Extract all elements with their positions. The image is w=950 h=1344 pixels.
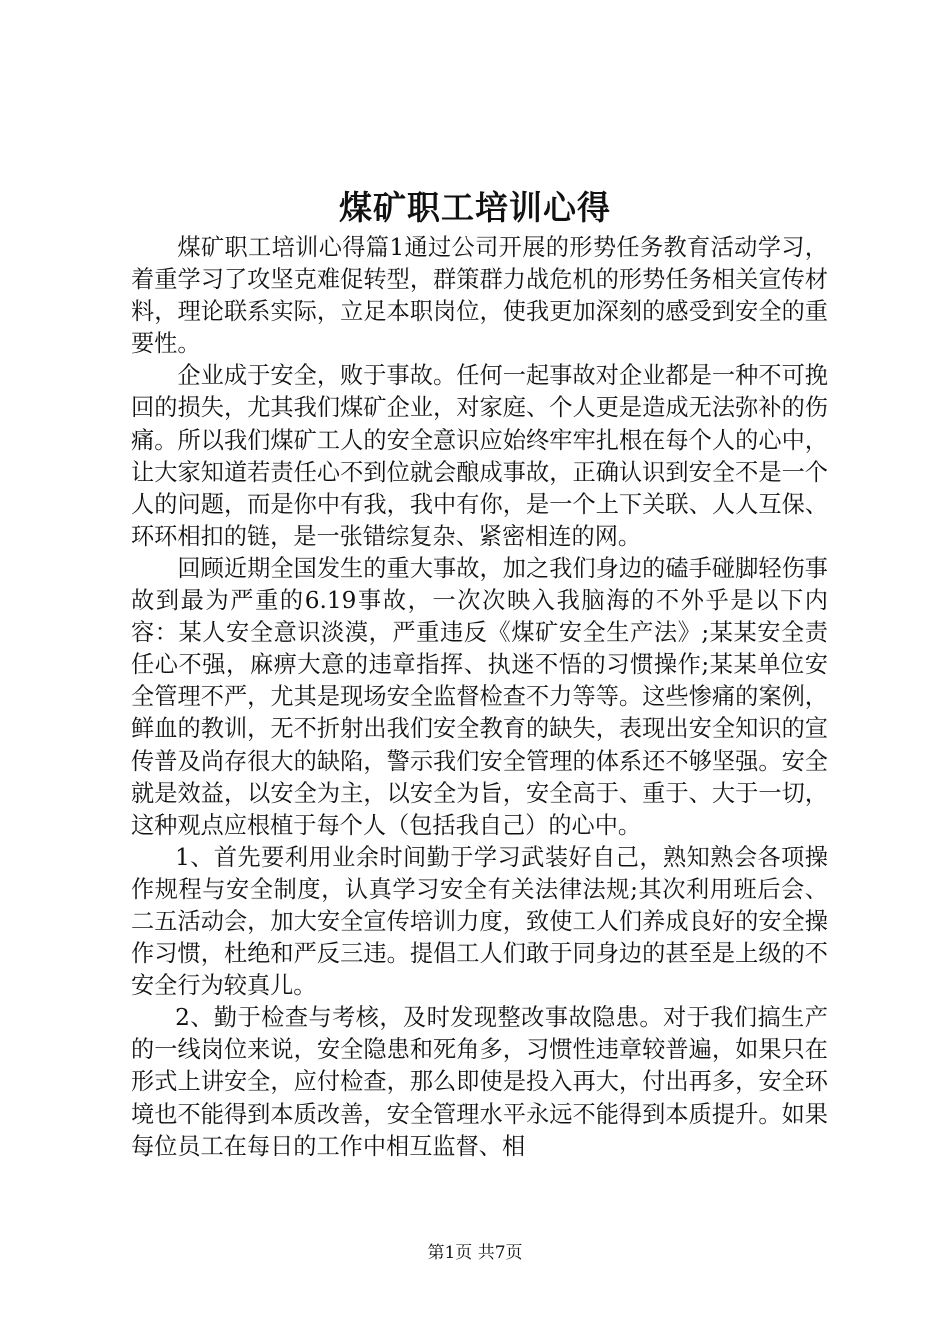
document-body xyxy=(131,232,828,1163)
page-footer: 第1页 共7页 xyxy=(427,1243,523,1263)
paragraph-1: 煤矿职工培训心得篇1通过公司开展的形势任务教育活动学习，着重学习了攻坚克难促转型，群策群力战危机的形势任务相关宣传材料，理论联系实际，立足本职岗位，使我更加深刻的感受到安全的重要性。 xyxy=(131,234,828,358)
paragraph-5: 2、勤于检查与考核，及时发现整改事故隐患。对于我们搞生产的一线岗位来说，安全隐患和死角多，习惯性违章较普遍，如果只在形式上讲安全，应付检查，那么即使是投入再大，付出再多，安全环境也不能得到本质改善，安全管理水平永远不能得到本质提升。如果每位员工在每日的工作中相互监督、相 xyxy=(131,1004,828,1160)
page-title: 煤矿职工培训心得 xyxy=(339,188,611,227)
paragraph-4: 1、首先要利用业余时间勤于学习武装好自己，熟知熟会各项操作规程与安全制度，认真学习安全有关法律法规;其次利用班后会、二五活动会，加大安全宣传培训力度，致使工人们养成良好的安全操作习惯，杜绝和严反三违。提倡工人们敢于同身边的甚至是上级的不安全行为较真儿。 xyxy=(131,843,828,1000)
paragraph-2: 企业成于安全，败于事故。任何一起事故对企业都是一种不可挽回的损失，尤其我们煤矿企业，对家庭、个人更是造成无法弥补的伤痛。所以我们煤矿工人的安全意识应始终牢牢扎根在每个人的心中，让大家知道若责任心不到位就会酿成事故，正确认识到安全不是一个人的问题，而是你中有我，我中有你，是一个上下关联、人人互保、环环相扣的链，是一张错综复杂、紧密相连的网。 xyxy=(131,362,828,550)
paragraph-3: 回顾近期全国发生的重大事故，加之我们身边的磕手碰脚轻伤事故到最为严重的6.19事故，一次次映入我脑海的不外乎是以下内容：某人安全意识淡漠，严重违反《煤矿安全生产法》;某某安全责任心不强，麻痹大意的违章指挥、执迷不悟的习惯操作;某某单位安全管理不严，尤其是现场安全监督检查不力等等。这些惨痛的案例，鲜血的教训，无不折射出我们安全教育的缺失，表现出安全知识的宣传普及尚存很大的缺陷，警示我们安全管理的体系还不够坚强。安全就是效益，以安全为主，以安全为旨，安全高于、重于、大于一切，这种观点应根植于每个人（包括我自己）的心中。 xyxy=(131,554,828,839)
